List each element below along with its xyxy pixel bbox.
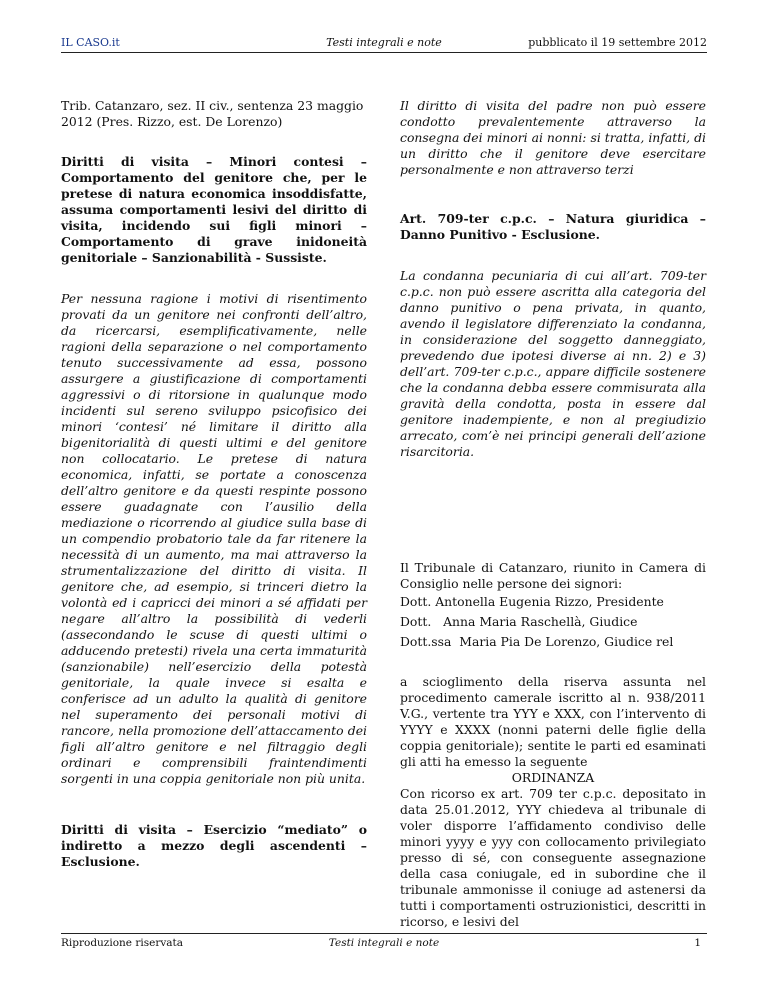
massima-text-3: La condanna pecuniaria di cui all’art. 709-ter c.p.c. non può essere ascritta alla categoria del danno punitivo o pena privata, in quanto, avendo il legislatore differenziato la condanna, in considerazione del soggetto danneggiato, prevedendo due ipotesi diverse ai nn. 2) e 3) dell’art. 709-ter c.p.c., appare difficile sostenere che la condanna debba essere commisurata alla gravità della condotta, posta in essere dal genitore inadempiente, e non al pregiudizio arrecato, com’è nei principi generali dell’azione risarcitoria. bbox=[400, 268, 706, 459]
header-publish-date: pubblicato il 19 settembre 2012 bbox=[528, 36, 707, 49]
judge-1: Dott. Antonella Eugenia Rizzo, Presidente bbox=[400, 594, 664, 609]
header-section: Testi integrali e note bbox=[326, 36, 442, 49]
ordinanza-title: ORDINANZA bbox=[511, 770, 595, 785]
right-column bbox=[400, 98, 706, 930]
footer-rights: Riproduzione riservata bbox=[61, 937, 184, 949]
left-column bbox=[61, 98, 367, 870]
body-paragraph: Con ricorso ex art. 709 ter c.p.c. depositato in data 25.01.2012, YYY chiedeva al tribunale di voler disporre l’affidamento condiviso delle minori yyyy e yyy con collocamento privilegiato presso di sé, con conseguente assegnazione della casa coniugale, ed in subordine che il tribunale ammonisse il coniuge ad astenersi da tutti i comportamenti ostruzionistici, descritti in ricorso, e lesivi del bbox=[400, 786, 706, 929]
massima-heading-2: Diritti di visita – Esercizio “mediato” o indiretto a mezzo degli ascendenti – Esclusione. bbox=[61, 822, 367, 869]
page-number: 1 bbox=[694, 937, 701, 949]
footer-section: Testi integrali e note bbox=[328, 937, 440, 949]
intro-paragraph: a scioglimento della riserva assunta nel procedimento camerale iscritto al n. 938/2011 V.G., vertente tra YYY e XXX, con l’intervento di YYYY e XXXX (nonni paterni delle figlie della coppia genitoriale); sentite le parti ed esaminati gli atti ha emesso la seguente bbox=[400, 674, 706, 769]
judge-2: Dott. Anna Maria Raschellà, Giudice bbox=[400, 614, 638, 629]
massima-text-1: Per nessuna ragione i motivi di risentimento provati da un genitore nei confronti dell’altro, da ricercarsi, esemplificativamente, nelle ragioni della separazione o nel comportamento tenuto successivamente ad essa, possono assurgere a giustificazione di comportamenti aggressivi o di ritorsione in qualunque modo incidenti sul sereno sviluppo psicofisico dei minori ‘contesi’ né limitare il diritto alla bigenitorialità di questi ultimi e del genitore non collocatario. Le pretese di natura economica, infatti, se portate a conoscenza dell’altro genitore e da questi respinte possono essere guadagnate con l’ausilio della mediazione o ricorrendo al giudice sulla base di un compendio probatorio tale da far ritenere la necessità di un aumento, ma mai attraverso la strumentalizzazione del diritto di visita. Il genitore che, ad esempio, si trinceri dietro la volontà ed i capricci dei minori a sé affidati per negare all’altro la possibilità di vederli (assecondando le scuse di questi ultimi o adducendo pretesti) rivela una certa immaturità (sanzionabile) nell’esercizio della potestà genitoriale, la quale invece si esalta e conferisce ad un adulto la qualità di genitore nel superamento dei personali motivi di rancore, nella promozione dell’attaccamento dei figli all’altro genitore e nel filtraggio degli ordinari e comprensibili fraintendimenti sorgenti in una coppia genitoriale non più unita. bbox=[61, 291, 367, 786]
citation: Trib. Catanzaro, sez. II civ., sentenza 23 maggio 2012 (Pres. Rizzo, est. De Lorenzo) bbox=[61, 98, 364, 129]
judge-3: Dott.ssa Maria Pia De Lorenzo, Giudice rel bbox=[400, 634, 674, 649]
page-footer bbox=[61, 933, 707, 948]
header-site-name[interactable]: IL CASO.it bbox=[61, 36, 120, 49]
massima-heading-3: Art. 709-ter c.p.c. – Natura giuridica – Danno Punitivo - Esclusione. bbox=[400, 211, 706, 242]
court-intro: Il Tribunale di Catanzaro, riunito in Camera di Consiglio nelle persone dei signori: bbox=[400, 560, 706, 591]
page-header bbox=[61, 36, 707, 53]
massima-heading-1: Diritti di visita – Minori contesi – Comportamento del genitore che, per le pretese di natura economica insoddisfatte, assuma comportamenti lesivi del diritto di visita, incidendo sui figli minori – Comportamento di grave inidoneità genitoriale – Sanzionabilità - Sussiste. bbox=[61, 154, 367, 265]
massima-text-2: Il diritto di visita del padre non può essere condotto prevalentemente attraverso la consegna dei minori ai nonni: si tratta, infatti, di un diritto che il genitore deve esercitare personalmente e non attraverso terzi bbox=[400, 98, 706, 177]
